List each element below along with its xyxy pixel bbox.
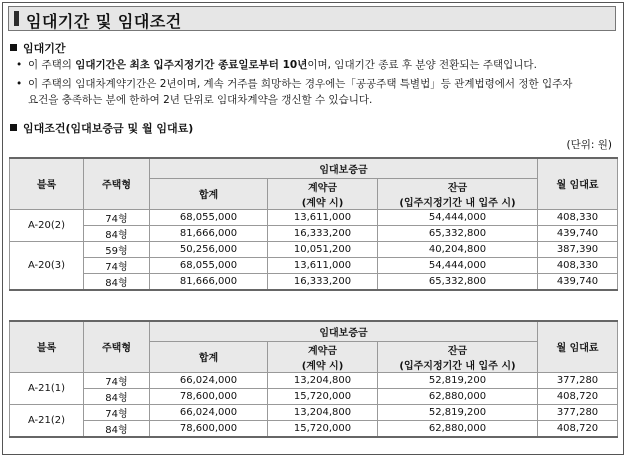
section-heading: 임대조건(임대보증금 및 월 임대료) bbox=[23, 122, 194, 135]
header-total: 합계 bbox=[150, 178, 268, 209]
cell-rent: 439,740 bbox=[538, 225, 618, 241]
header-deposit: 임대보증금 bbox=[150, 158, 538, 178]
header-contract-sub: (계약 시) bbox=[301, 360, 344, 372]
rental-table-a21 bbox=[9, 320, 618, 438]
cell-rent: 408,330 bbox=[538, 257, 618, 273]
cell-contract: 13,611,000 bbox=[268, 257, 378, 273]
bullet-text-line2: 요건을 충족하는 분에 한하여 2년 단위로 임대차계약을 갱신할 수 있습니다. bbox=[28, 94, 373, 106]
bullet-text-post: 이며, 임대기간 종료 후 분양 전환되는 주택입니다. bbox=[307, 59, 537, 71]
cell-total: 81,666,000 bbox=[150, 225, 268, 241]
header-balance-sub: (입주지정기간 내 입주 시) bbox=[399, 197, 516, 209]
header-deposit: 임대보증금 bbox=[150, 321, 538, 341]
cell-block: A-20(2) bbox=[10, 209, 84, 241]
bullet-text bbox=[28, 57, 616, 73]
cell-block: A-21(2) bbox=[10, 404, 84, 437]
cell-type: 84형 bbox=[84, 225, 150, 241]
cell-type: 74형 bbox=[84, 372, 150, 388]
table-row bbox=[10, 257, 618, 273]
bullet-text-bold: 임대기간은 최초 입주지정기간 종료일로부터 10년 bbox=[75, 59, 308, 71]
cell-balance: 65,332,800 bbox=[378, 273, 538, 290]
table-row bbox=[10, 209, 618, 225]
bullet-text bbox=[28, 76, 616, 108]
bullet-rental-period bbox=[16, 57, 616, 73]
cell-contract: 13,611,000 bbox=[268, 209, 378, 225]
section-rental-conditions bbox=[10, 120, 193, 136]
header-contract bbox=[268, 341, 378, 372]
cell-balance: 54,444,000 bbox=[378, 257, 538, 273]
cell-total: 66,024,000 bbox=[150, 372, 268, 388]
table-row bbox=[10, 420, 618, 437]
cell-type: 84형 bbox=[84, 388, 150, 404]
cell-contract: 15,720,000 bbox=[268, 388, 378, 404]
page-title: 임대기간 및 임대조건 bbox=[26, 12, 182, 31]
cell-type: 74형 bbox=[84, 209, 150, 225]
bullet-text-line1: 이 주택의 임대차계약기간은 2년이며, 계속 거주를 희망하는 경우에는「공공주택 특별법」등 관계법령에서 정한 입주자 bbox=[28, 78, 573, 90]
cell-rent: 439,740 bbox=[538, 273, 618, 290]
header-balance-main: 잔금 bbox=[447, 182, 468, 194]
cell-total: 81,666,000 bbox=[150, 273, 268, 290]
header-balance-sub: (입주지정기간 내 입주 시) bbox=[399, 360, 516, 372]
cell-rent: 377,280 bbox=[538, 372, 618, 388]
cell-balance: 52,819,200 bbox=[378, 404, 538, 420]
cell-type: 84형 bbox=[84, 273, 150, 290]
header-balance bbox=[378, 178, 538, 209]
header-contract-main: 계약금 bbox=[308, 182, 337, 194]
header-balance-main: 잔금 bbox=[447, 345, 468, 357]
header-rent: 월 임대료 bbox=[538, 158, 618, 209]
header-contract bbox=[268, 178, 378, 209]
cell-rent: 408,330 bbox=[538, 209, 618, 225]
bullet-contract-period bbox=[16, 76, 616, 108]
section-heading: 임대기간 bbox=[23, 42, 66, 55]
table-row bbox=[10, 225, 618, 241]
header-total: 합계 bbox=[150, 341, 268, 372]
header-balance bbox=[378, 341, 538, 372]
rental-table-a20 bbox=[9, 157, 618, 291]
cell-rent: 387,390 bbox=[538, 241, 618, 257]
header-rent: 월 임대료 bbox=[538, 321, 618, 372]
cell-contract: 13,204,800 bbox=[268, 372, 378, 388]
bullet-dot-icon: • bbox=[16, 59, 23, 71]
cell-contract: 13,204,800 bbox=[268, 404, 378, 420]
table-row bbox=[10, 388, 618, 404]
cell-balance: 40,204,800 bbox=[378, 241, 538, 257]
bullet-text-pre: 이 주택의 bbox=[28, 59, 76, 71]
header-block: 블록 bbox=[10, 321, 84, 372]
cell-balance: 65,332,800 bbox=[378, 225, 538, 241]
header-type: 주택형 bbox=[84, 158, 150, 209]
table-row bbox=[10, 241, 618, 257]
header-block: 블록 bbox=[10, 158, 84, 209]
table-row bbox=[10, 273, 618, 290]
square-bullet-icon bbox=[10, 44, 17, 51]
cell-block: A-21(1) bbox=[10, 372, 84, 404]
table-body bbox=[10, 372, 618, 437]
cell-contract: 10,051,200 bbox=[268, 241, 378, 257]
cell-total: 68,055,000 bbox=[150, 257, 268, 273]
cell-rent: 408,720 bbox=[538, 388, 618, 404]
cell-block: A-20(3) bbox=[10, 241, 84, 290]
section-rental-period bbox=[10, 40, 66, 56]
cell-total: 66,024,000 bbox=[150, 404, 268, 420]
title-marker bbox=[14, 11, 19, 26]
cell-balance: 52,819,200 bbox=[378, 372, 538, 388]
cell-balance: 54,444,000 bbox=[378, 209, 538, 225]
cell-type: 84형 bbox=[84, 420, 150, 437]
cell-contract: 15,720,000 bbox=[268, 420, 378, 437]
cell-rent: 408,720 bbox=[538, 420, 618, 437]
cell-type: 74형 bbox=[84, 257, 150, 273]
cell-total: 78,600,000 bbox=[150, 420, 268, 437]
title-bar bbox=[8, 6, 616, 31]
cell-contract: 16,333,200 bbox=[268, 225, 378, 241]
cell-total: 50,256,000 bbox=[150, 241, 268, 257]
cell-balance: 62,880,000 bbox=[378, 420, 538, 437]
cell-type: 74형 bbox=[84, 404, 150, 420]
header-type: 주택형 bbox=[84, 321, 150, 372]
table-body bbox=[10, 209, 618, 290]
table-row bbox=[10, 372, 618, 388]
bullet-dot-icon: • bbox=[16, 78, 23, 90]
cell-total: 78,600,000 bbox=[150, 388, 268, 404]
cell-contract: 16,333,200 bbox=[268, 273, 378, 290]
square-bullet-icon bbox=[10, 124, 17, 131]
cell-type: 59형 bbox=[84, 241, 150, 257]
table-row bbox=[10, 404, 618, 420]
header-contract-main: 계약금 bbox=[308, 345, 337, 357]
cell-balance: 62,880,000 bbox=[378, 388, 538, 404]
cell-rent: 377,280 bbox=[538, 404, 618, 420]
header-contract-sub: (계약 시) bbox=[301, 197, 344, 209]
cell-total: 68,055,000 bbox=[150, 209, 268, 225]
unit-label: (단위: 원) bbox=[566, 139, 612, 151]
